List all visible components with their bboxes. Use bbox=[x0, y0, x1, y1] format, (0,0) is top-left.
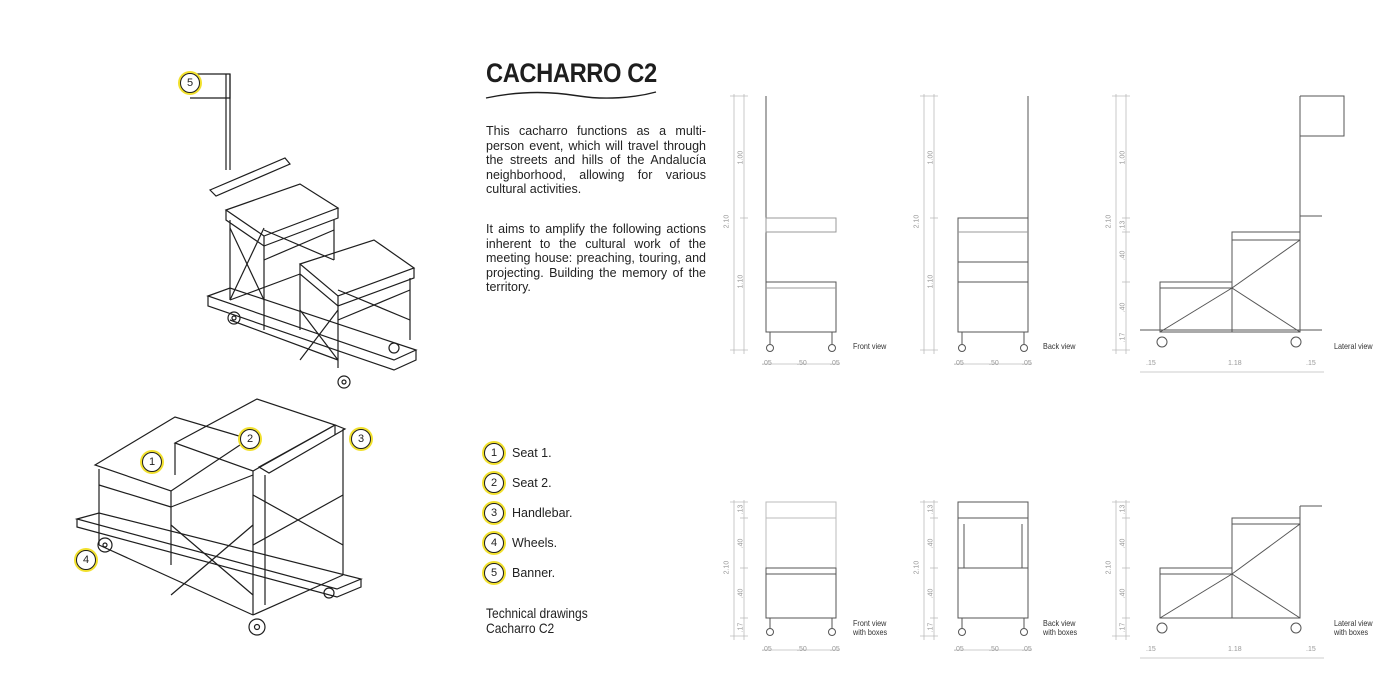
callout-3: 3 bbox=[351, 429, 371, 449]
dim-lateral-l1: .15 bbox=[1146, 360, 1156, 367]
dim-lb-total: 2.10 bbox=[1105, 560, 1113, 575]
label-line: Lateral view bbox=[1334, 618, 1373, 628]
legend-number: 3 bbox=[484, 503, 504, 523]
legend-number: 2 bbox=[484, 473, 504, 493]
dim-back-w3: .05 bbox=[1022, 360, 1032, 367]
dim-fb-13: .13 bbox=[737, 504, 745, 515]
dim-front-lower: 1.10 bbox=[737, 274, 745, 289]
callout-1: 1 bbox=[142, 452, 162, 472]
legend-label: Seat 1. bbox=[512, 446, 552, 460]
page-title: CACHARRO C2 bbox=[486, 58, 657, 88]
dim-bb-40b: .40 bbox=[927, 588, 935, 599]
dim-back-w1: .05 bbox=[954, 360, 964, 367]
legend-label: Banner. bbox=[512, 566, 556, 580]
dim-lb-l1: .15 bbox=[1146, 646, 1156, 653]
dim-bb-total: 2.10 bbox=[913, 560, 921, 575]
dim-bb-w3: .05 bbox=[1022, 646, 1032, 653]
dim-lb-13: .13 bbox=[1119, 504, 1127, 515]
legend-number: 4 bbox=[484, 533, 504, 553]
back-view-drawing bbox=[918, 92, 1038, 382]
dim-lb-17: .17 bbox=[1119, 622, 1127, 633]
dim-back-lower: 1.10 bbox=[927, 274, 935, 289]
legend-item-seat-2 bbox=[484, 472, 552, 494]
legend-item-wheels bbox=[484, 532, 557, 554]
dim-lateral-l3: .15 bbox=[1306, 360, 1316, 367]
callout-2: 2 bbox=[240, 429, 260, 449]
legend-item-banner bbox=[484, 562, 555, 584]
dim-fb-w1: .05 bbox=[762, 646, 772, 653]
lateral-view-boxes-drawing bbox=[1110, 498, 1350, 668]
callout-5: 5 bbox=[180, 73, 200, 93]
dim-bb-w1: .05 bbox=[954, 646, 964, 653]
legend-item-seat-1 bbox=[484, 442, 552, 464]
dim-fb-17: .17 bbox=[737, 622, 745, 633]
caption-line-2: Cacharro C2 bbox=[486, 620, 555, 636]
dim-fb-total: 2.10 bbox=[723, 560, 731, 575]
lateral-view-boxes-label bbox=[1334, 619, 1373, 637]
back-view-label: Back view bbox=[1043, 341, 1076, 351]
dim-lateral-banner: 1.00 bbox=[1119, 150, 1127, 165]
dim-lateral-40b: .40 bbox=[1119, 302, 1127, 313]
dim-bb-13: .13 bbox=[927, 504, 935, 515]
front-view-boxes-label bbox=[853, 619, 887, 637]
dim-back-banner: 1.00 bbox=[927, 150, 935, 165]
label-line: Back view bbox=[1043, 618, 1076, 628]
dim-lateral-17: .17 bbox=[1119, 332, 1127, 343]
dim-bb-w2: .50 bbox=[989, 646, 999, 653]
dim-fb-40a: .40 bbox=[737, 538, 745, 549]
dim-lb-l3: .15 bbox=[1306, 646, 1316, 653]
dim-lateral-total: 2.10 bbox=[1105, 214, 1113, 229]
legend-label: Seat 2. bbox=[512, 476, 552, 490]
dim-lateral-13: .13 bbox=[1119, 220, 1127, 231]
label-line: with boxes bbox=[853, 627, 888, 637]
front-view-drawing bbox=[728, 92, 848, 382]
back-view-boxes-label bbox=[1043, 619, 1077, 637]
lateral-view-label: Lateral view bbox=[1334, 341, 1373, 351]
dim-fb-40b: .40 bbox=[737, 588, 745, 599]
label-line: Front view bbox=[853, 618, 887, 628]
isometric-view-top bbox=[190, 60, 490, 390]
dim-front-w3: .05 bbox=[830, 360, 840, 367]
dim-front-banner: 1.00 bbox=[737, 150, 745, 165]
title-underline bbox=[484, 88, 659, 102]
dim-back-w2: .50 bbox=[989, 360, 999, 367]
dim-front-w1: .05 bbox=[762, 360, 772, 367]
back-view-boxes-drawing bbox=[918, 498, 1038, 668]
description-paragraph-1: This cacharro functions as a multi-person event, which will travel through the streets and hills of the Andalucía neighborhood, allowing for various cultural activities. bbox=[486, 124, 706, 196]
dim-lb-l2: 1.18 bbox=[1228, 646, 1242, 653]
dim-fb-w3: .05 bbox=[830, 646, 840, 653]
label-line: with boxes bbox=[1043, 627, 1078, 637]
front-view-label: Front view bbox=[853, 341, 887, 351]
callout-4: 4 bbox=[76, 550, 96, 570]
lateral-view-drawing bbox=[1110, 92, 1350, 382]
dim-lateral-40a: .40 bbox=[1119, 250, 1127, 261]
dim-front-w2: .50 bbox=[797, 360, 807, 367]
isometric-view-bottom bbox=[75, 395, 375, 645]
dim-lb-40b: .40 bbox=[1119, 588, 1127, 599]
legend-number: 5 bbox=[484, 563, 504, 583]
dim-fb-w2: .50 bbox=[797, 646, 807, 653]
caption-line-1: Technical drawings bbox=[486, 605, 588, 621]
front-view-boxes-drawing bbox=[728, 498, 848, 668]
dim-back-total: 2.10 bbox=[913, 214, 921, 229]
description-paragraph-2: It aims to amplify the following actions inherent to the cultural work of the meeting house: preaching, touring, and projecting. Building the memory of the territory. bbox=[486, 222, 706, 294]
dim-bb-40a: .40 bbox=[927, 538, 935, 549]
legend-label: Wheels. bbox=[512, 536, 558, 550]
dim-bb-17: .17 bbox=[927, 622, 935, 633]
dim-front-total: 2.10 bbox=[723, 214, 731, 229]
legend-item-handlebar bbox=[484, 502, 572, 524]
label-line: with boxes bbox=[1334, 627, 1369, 637]
legend-number: 1 bbox=[484, 443, 504, 463]
dim-lb-40a: .40 bbox=[1119, 538, 1127, 549]
legend-label: Handlebar. bbox=[512, 506, 573, 520]
drawings-caption bbox=[486, 606, 588, 636]
dim-lateral-l2: 1.18 bbox=[1228, 360, 1242, 367]
